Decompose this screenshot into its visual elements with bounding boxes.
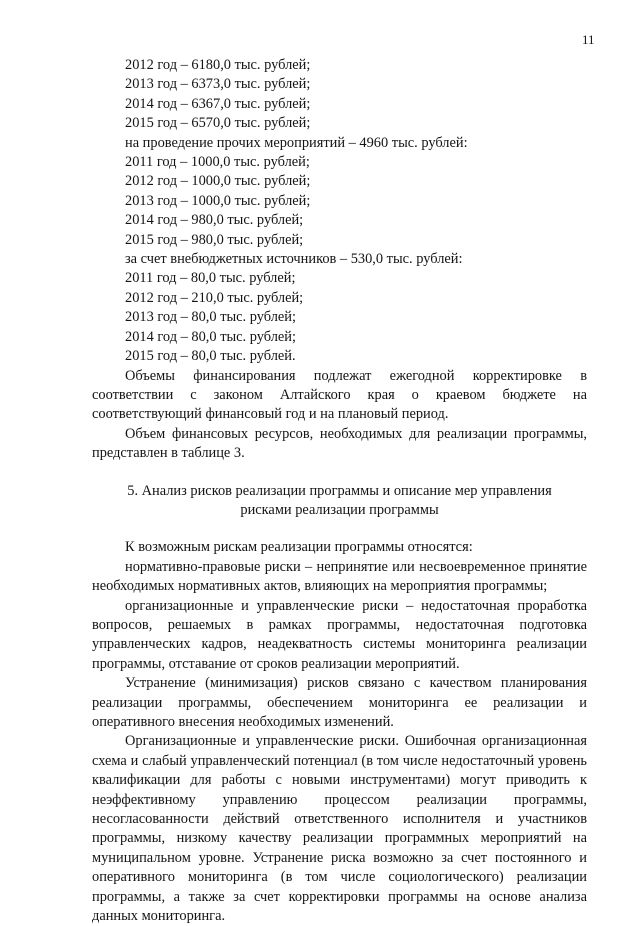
list-item: 2015 год – 6570,0 тыс. рублей; xyxy=(125,115,311,132)
section-heading-line: рисками реализации программы xyxy=(240,501,439,518)
page-number: 11 xyxy=(582,32,595,47)
list-item: на проведение прочих мероприятий – 4960 тыс. рублей: xyxy=(125,134,468,151)
paragraph: Объемы финансирования подлежат ежегодной корректировке в соответствии с законом Алтайского края о краевом бюджете на соответствующий финансовый год и на плановый период. xyxy=(92,367,587,423)
list-item: 2011 год – 80,0 тыс. рублей; xyxy=(125,270,296,287)
paragraph: нормативно-правовые риски – непринятие или несвоевременное принятие необходимых нормативных актов, влияющих на мероприятия программы; xyxy=(92,558,587,595)
list-item: 2013 год – 80,0 тыс. рублей; xyxy=(125,309,296,326)
list-item: 2014 год – 6367,0 тыс. рублей; xyxy=(125,95,311,112)
document-body xyxy=(92,56,587,926)
paragraph: Организационные и управленческие риски. Ошибочная организационная схема и слабый управленческий потенциал (в том числе недостаточный уровень квалификации для работы с новыми инструментами) могут приводить к неэффективному управлению процессом реализации программы, несогласованности действий ответственного исполнителя и участников программы, низкому качеству реализации программных мероприятий на муниципальном уровне. Устранение риска возможно за счет постоянного и оперативного мониторинга (в том числе социологического) реализации программы, а также за счет корректировки программы на основе анализа данных мониторинга. xyxy=(92,733,587,925)
list-item: 2015 год – 80,0 тыс. рублей. xyxy=(125,348,296,365)
funding-list xyxy=(92,56,587,367)
list-item: 2014 год – 80,0 тыс. рублей; xyxy=(125,328,296,345)
list-item: 2011 год – 1000,0 тыс. рублей; xyxy=(125,154,310,171)
list-item: 2012 год – 6180,0 тыс. рублей; xyxy=(125,57,311,73)
paragraph: Устранение (минимизация) рисков связано с качеством планирования реализации программы, обеспечением мониторинга ее реализации и оперативного внесения необходимых изменений. xyxy=(92,675,587,730)
list-item: 2014 год – 980,0 тыс. рублей; xyxy=(125,212,304,229)
list-item: 2012 год – 1000,0 тыс. рублей; xyxy=(125,173,311,190)
section-heading xyxy=(92,482,587,521)
list-item: 2013 год – 6373,0 тыс. рублей; xyxy=(125,76,311,93)
list-item: за счет внебюджетных источников – 530,0 тыс. рублей: xyxy=(125,251,463,268)
list-item: 2012 год – 210,0 тыс. рублей; xyxy=(125,289,304,306)
list-item: 2013 год – 1000,0 тыс. рублей; xyxy=(125,192,311,209)
paragraph: К возможным рискам реализации программы относятся: xyxy=(125,539,473,556)
paragraph: организационные и управленческие риски – недостаточная проработка вопросов, решаемых в рамках программы, недостаточная подготовка управленческих кадров, неадекватность системы мониторинга реализации программы, отставание от сроков реализации мероприятий. xyxy=(92,597,587,672)
section-heading-line: 5. Анализ рисков реализации программы и описание мер управления xyxy=(127,482,552,499)
list-item: 2015 год – 980,0 тыс. рублей; xyxy=(125,231,304,248)
paragraph: Объем финансовых ресурсов, необходимых для реализации программы, представлен в таблице 3. xyxy=(92,425,587,462)
